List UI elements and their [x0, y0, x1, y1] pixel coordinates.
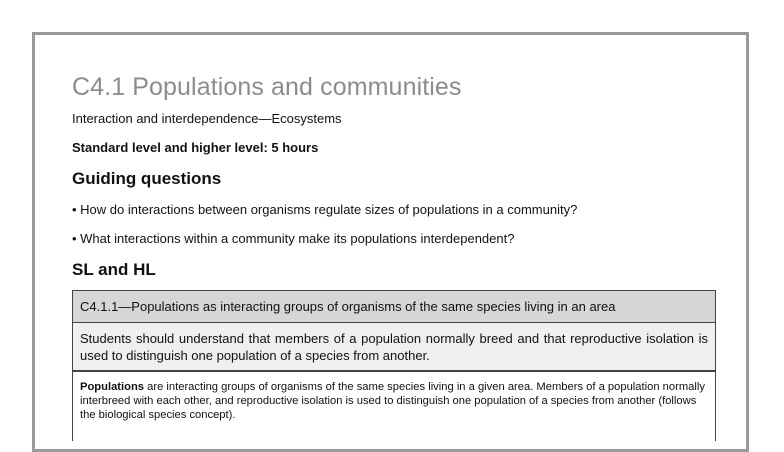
- guidance-box: [72, 322, 716, 370]
- sl-hl-heading: SL and HL: [72, 260, 156, 279]
- objective-box: [72, 290, 716, 322]
- page-subtitle: Interaction and interdependence—Ecosystems: [72, 111, 342, 126]
- definition-term: Populations: [80, 381, 145, 393]
- guiding-question-2: • What interactions within a community make its populations interdependent?: [72, 231, 515, 246]
- definition-text: are interacting groups of organisms of the same species living in a given area. Members of a population normally interbreed with each other, and reproductive isolation is used to distinguish one population of a species from another (follows the biological species concept).: [80, 381, 705, 421]
- guidance-text: Students should understand that members of a population normally breed and that reproductive isolation is used to distinguish one population of a species from another.: [80, 331, 708, 363]
- page-title: C4.1 Populations and communities: [72, 73, 462, 101]
- guiding-questions-heading: Guiding questions: [72, 169, 222, 188]
- level-hours: Standard level and higher level: 5 hours: [72, 140, 319, 155]
- definition-box: [72, 370, 716, 441]
- objective-text: C4.1.1—Populations as interacting groups of organisms of the same species living in an area: [80, 299, 616, 314]
- guiding-question-1: • How do interactions between organisms regulate sizes of populations in a community?: [72, 202, 578, 217]
